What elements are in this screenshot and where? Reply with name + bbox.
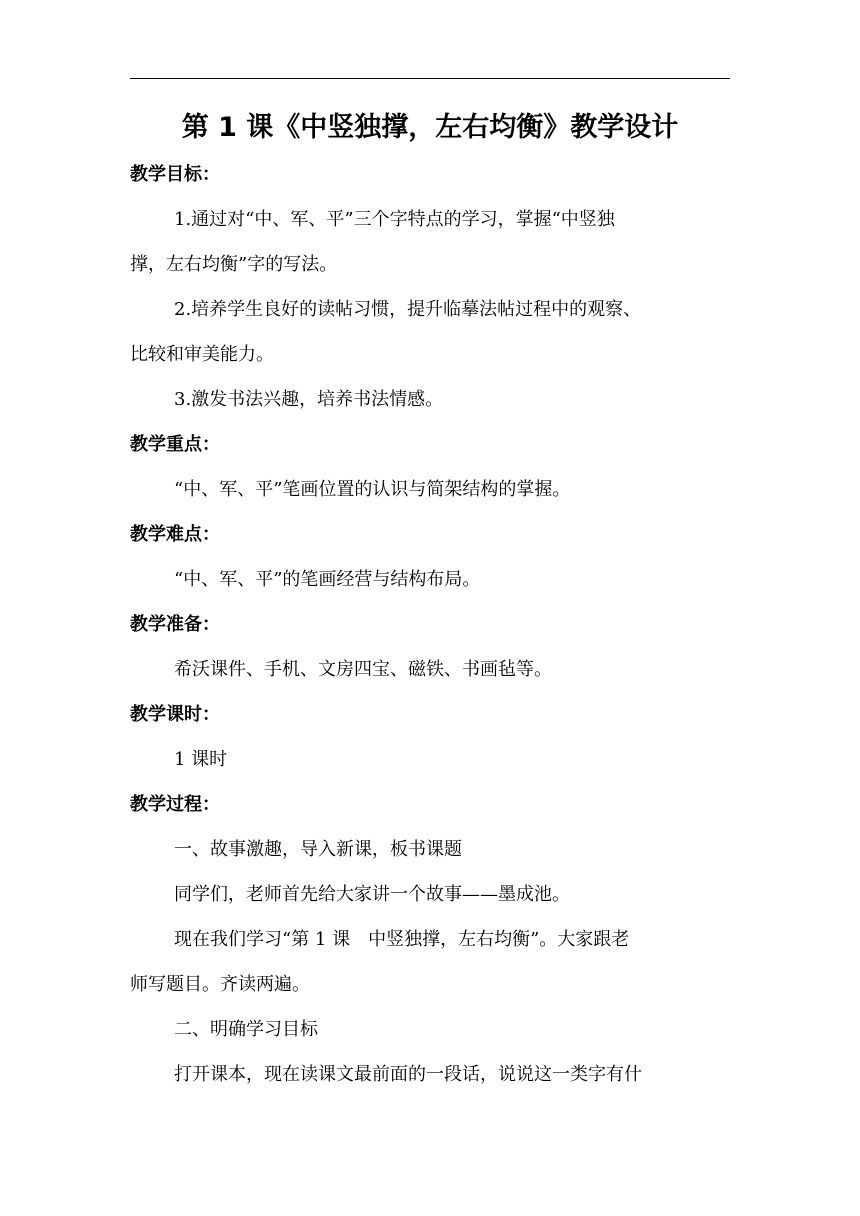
class-hours-text: 1 课时 — [174, 749, 228, 770]
process-step-1-title: 一、故事激趣，导入新课，板书课题 — [174, 839, 462, 860]
process-topic-line-1: 现在我们学习“第 1 课 中竖独撑，左右均衡”。大家跟老 — [174, 929, 630, 950]
objective-2-line-2: 比较和审美能力。 — [130, 344, 274, 365]
section-heading-preparation: 教学准备： — [130, 614, 220, 635]
objective-1-line-2: 撑，左右均衡”字的写法。 — [130, 254, 338, 275]
preparation-text: 希沃课件、手机、文房四宝、磁铁、书画毡等。 — [174, 659, 552, 680]
section-heading-key-points: 教学重点： — [130, 434, 220, 455]
objective-2-line-1: 2.培养学生良好的读帖习惯，提升临摹法帖过程中的观察、 — [174, 299, 642, 320]
document-title: 第 1 课《中竖独撑，左右均衡》教学设计 — [181, 112, 679, 143]
header-rule — [130, 78, 730, 79]
section-heading-difficulties: 教学难点： — [130, 524, 220, 545]
process-story-text: 同学们，老师首先给大家讲一个故事——墨成池。 — [174, 884, 570, 905]
process-step-2-title: 二、明确学习目标 — [174, 1019, 318, 1040]
process-reading-text: 打开课本，现在读课文最前面的一段话，说说这一类字有什 — [174, 1064, 642, 1085]
objective-3: 3.激发书法兴趣，培养书法情感。 — [174, 389, 444, 410]
section-heading-class-hours: 教学课时： — [130, 704, 220, 725]
difficulties-text: “中、军、平”的笔画经营与结构布局。 — [174, 569, 481, 590]
objective-1-line-1: 1.通过对“中、军、平”三个字特点的学习，掌握“中竖独 — [174, 209, 615, 230]
process-topic-line-2: 师写题目。齐读两遍。 — [130, 974, 310, 995]
section-heading-objectives: 教学目标： — [130, 164, 220, 185]
document-body — [130, 152, 730, 1097]
section-heading-process: 教学过程： — [130, 794, 220, 815]
key-points-text: “中、军、平”笔画位置的认识与简架结构的掌握。 — [174, 479, 571, 500]
